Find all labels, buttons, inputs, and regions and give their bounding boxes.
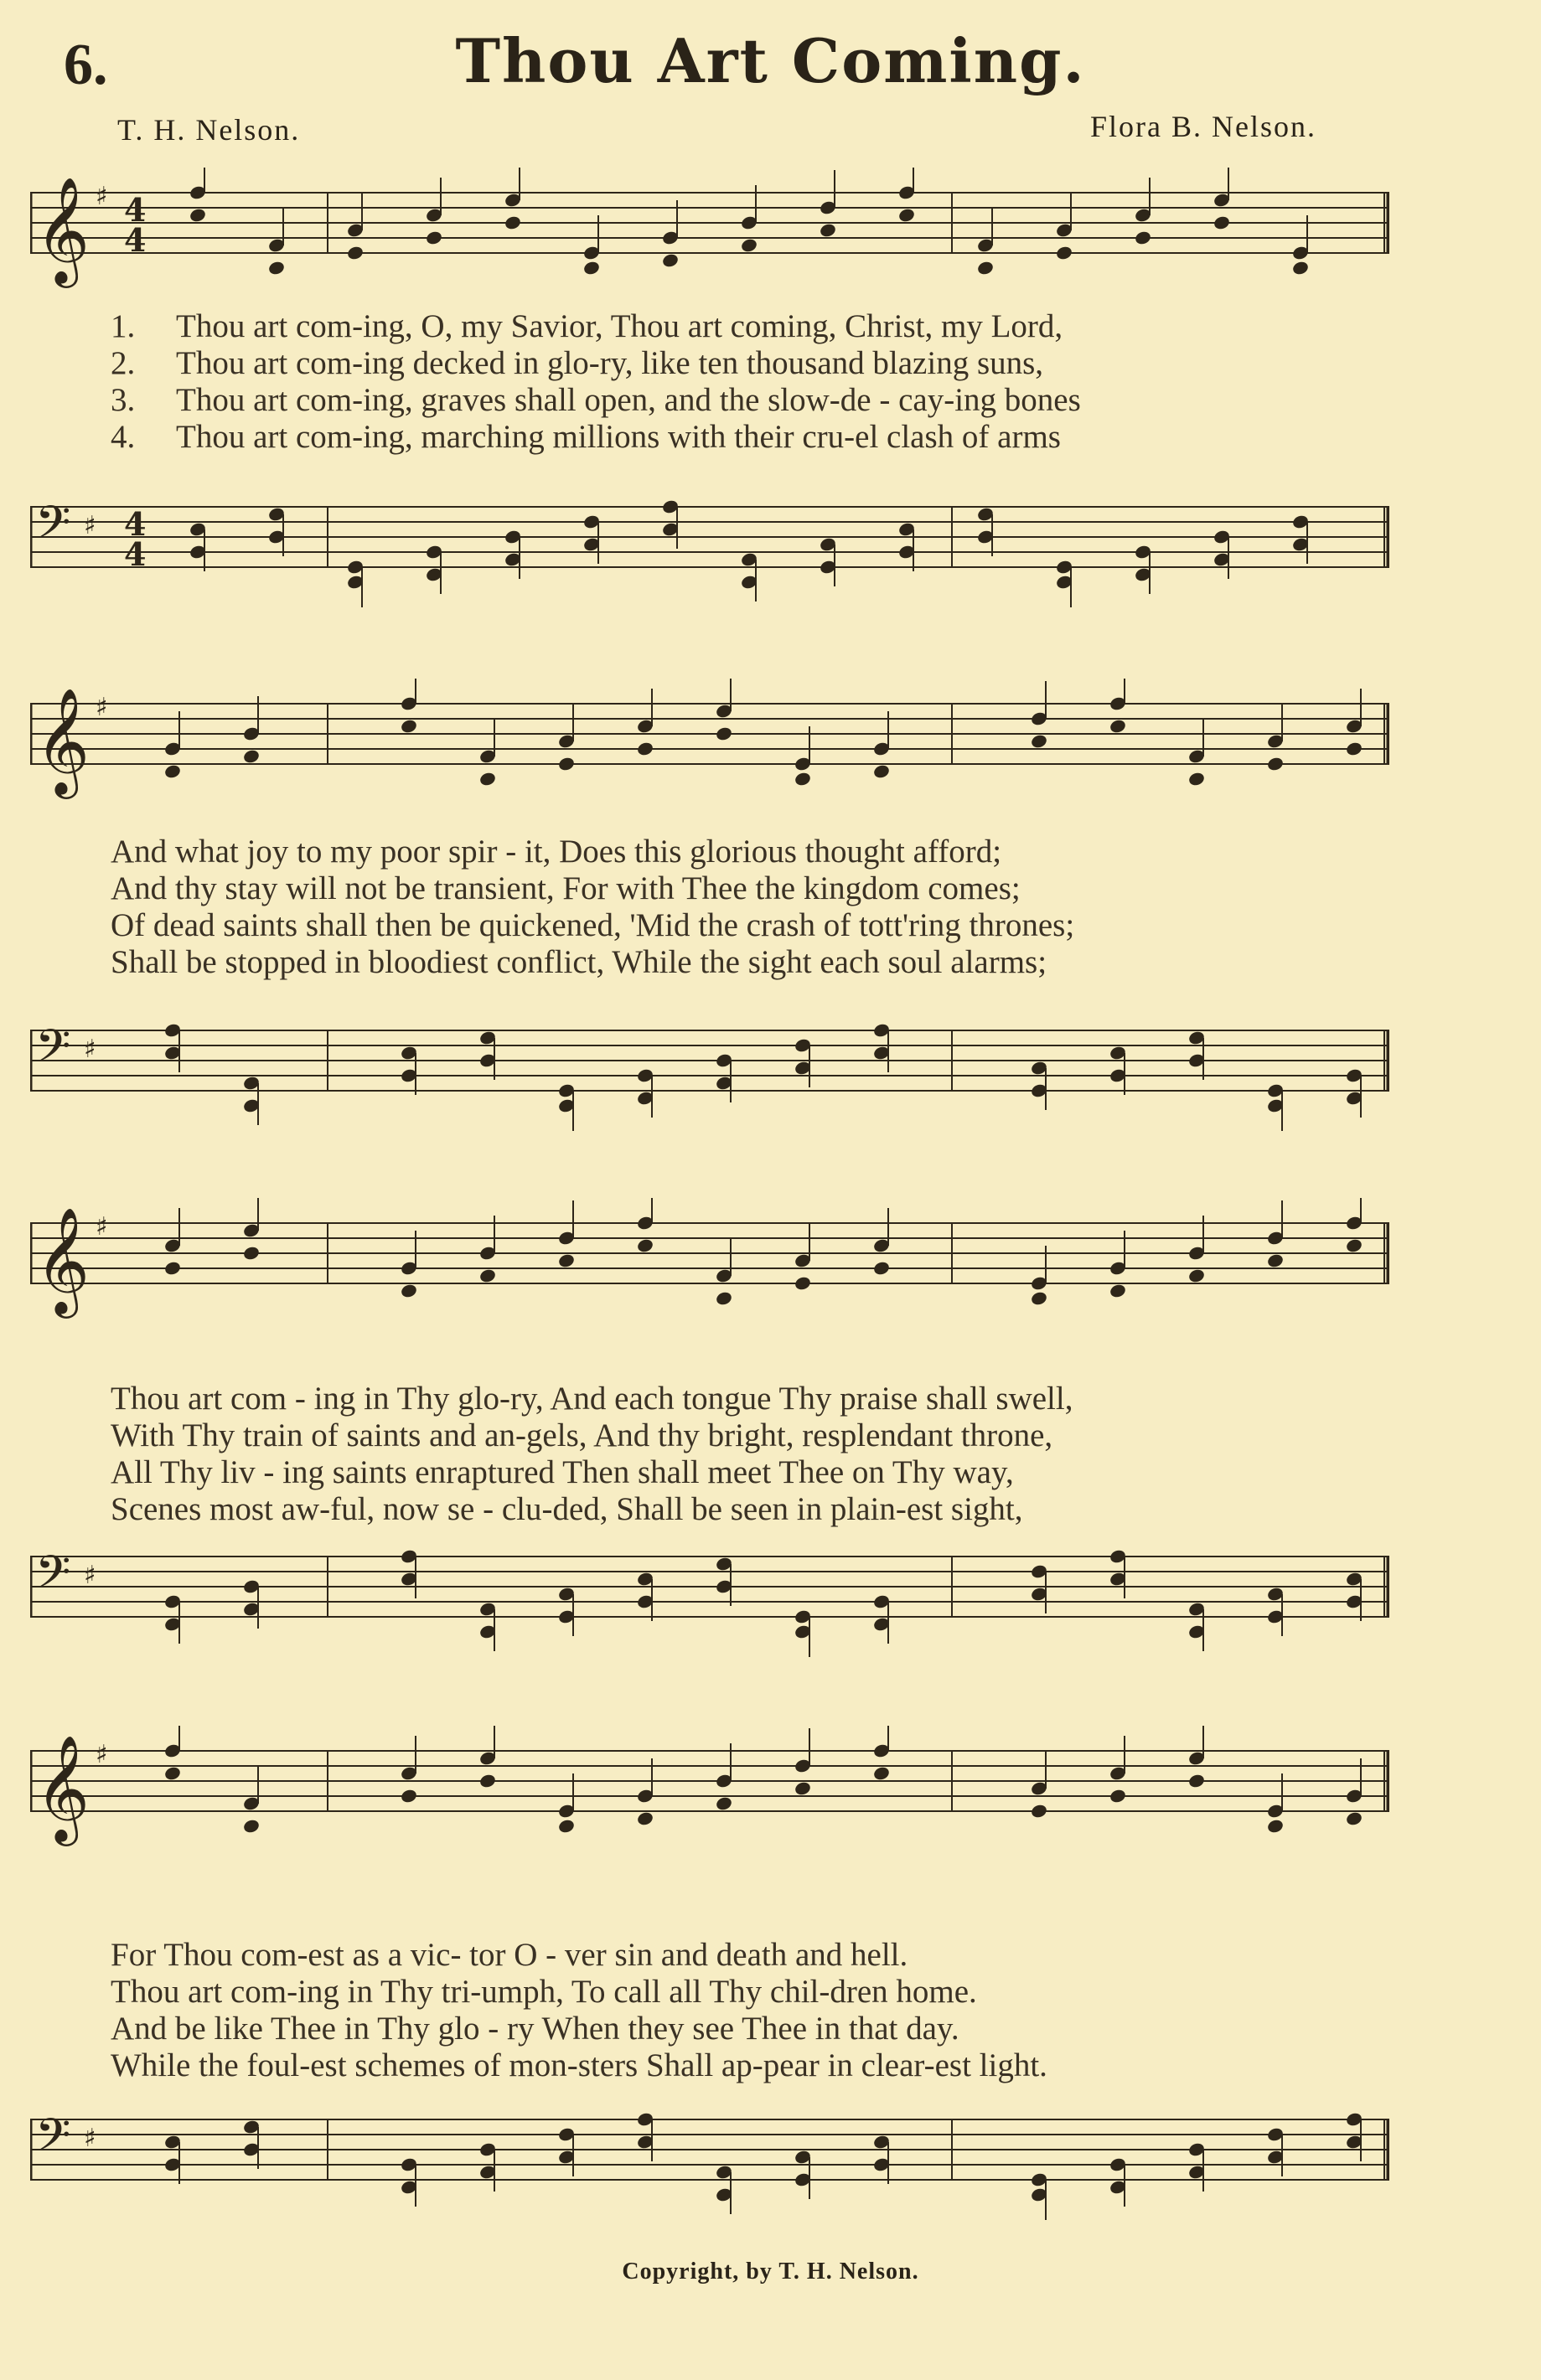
hymn-title: Thou Art Coming.	[455, 25, 1086, 96]
note-head	[636, 1237, 654, 1253]
note-head	[715, 1290, 733, 1306]
note-head	[1187, 771, 1206, 787]
lyric-line: Scenes most aw-ful, now se - clu-ded, Shall be seen in plain-est sight,	[111, 1491, 1023, 1527]
treble-clef-icon: 𝄞	[35, 687, 90, 794]
bass-staff-1	[30, 490, 1389, 607]
sharp-icon: ♯	[96, 1212, 108, 1242]
note-head	[1345, 741, 1363, 756]
time-signature-icon: 4	[124, 221, 147, 259]
lyricist-credit: T. H. Nelson.	[117, 113, 301, 147]
sharp-icon: ♯	[96, 182, 108, 211]
lyric-line: For Thou com-est as a vic- tor O - ver sin and death and hell.	[111, 1937, 908, 1973]
treble-staff-2	[30, 679, 1389, 813]
bass-staff-4	[30, 2103, 1389, 2220]
music-system-1	[30, 168, 1389, 603]
composer-credit: Flora B. Nelson.	[1090, 110, 1316, 143]
note-head	[242, 1245, 261, 1261]
note-head	[267, 260, 286, 276]
note-head	[1030, 733, 1048, 749]
music-system-4	[30, 1726, 1389, 2245]
note-head	[1109, 718, 1127, 734]
note-head	[636, 1810, 654, 1826]
bass-clef-icon: 𝄢	[35, 2109, 71, 2173]
note-head	[163, 1260, 182, 1276]
note-head	[1345, 1237, 1363, 1253]
note-head	[400, 718, 418, 734]
bass-staff-3	[30, 1540, 1389, 1657]
time-signature-icon: 4	[124, 505, 147, 543]
sharp-icon: ♯	[84, 1035, 96, 1064]
note-head	[189, 207, 207, 223]
lyric-line: And what joy to my poor spir - it, Does this glorious thought afford;	[111, 834, 1002, 870]
note-head	[636, 741, 654, 756]
lyric-line: Shall be stopped in bloodiest conflict, While the sight each soul alarms;	[111, 944, 1047, 980]
music-system-2	[30, 679, 1389, 1114]
sharp-icon: ♯	[84, 2124, 96, 2153]
note-head	[794, 1275, 812, 1291]
hymn-number: 6.	[64, 33, 108, 97]
note-head	[1266, 1252, 1285, 1268]
verse-number: 3.	[111, 382, 136, 418]
lyric-line: Of dead saints shall then be quickened, 'Mid the crash of tott'ring thrones;	[111, 907, 1075, 943]
note-head	[794, 1780, 812, 1796]
note-head	[557, 1818, 576, 1834]
note-head	[1266, 756, 1285, 772]
note-head	[1187, 1267, 1206, 1283]
lyric-line: 4. Thou art com-ing, marching millions with their cru-el clash of arms	[111, 419, 1061, 455]
lyric-line: 1. Thou art com-ing, O, my Savior, Thou art coming, Christ, my Lord,	[111, 308, 1063, 344]
verse-number: 4.	[111, 419, 136, 455]
treble-staff-3	[30, 1198, 1389, 1332]
note-head	[400, 1788, 418, 1804]
note-head	[1055, 245, 1073, 261]
note-head	[1266, 1818, 1285, 1834]
note-head	[872, 1765, 891, 1781]
verse-number: 1.	[111, 308, 136, 344]
note-head	[557, 1252, 576, 1268]
lyrics-block-1	[111, 308, 1414, 456]
copyright-notice: Copyright, by T. H. Nelson.	[622, 2259, 919, 2284]
lyric-line: 2. Thou art com-ing decked in glo-ry, like ten thousand blazing suns,	[111, 345, 1044, 381]
note-head	[794, 771, 812, 787]
note-head	[1030, 1290, 1048, 1306]
note-head	[163, 763, 182, 779]
note-head	[1109, 1283, 1127, 1298]
note-head	[1345, 1810, 1363, 1826]
note-head	[346, 245, 365, 261]
note-head	[504, 214, 522, 230]
note-head	[661, 252, 680, 268]
bass-clef-icon: 𝄢	[35, 1020, 71, 1084]
lyric-line: Thou art com-ing in Thy tri-umph, To call all Thy chil-dren home.	[111, 1974, 977, 2010]
treble-clef-icon: 𝄞	[35, 1734, 90, 1841]
lyrics-block-2	[111, 834, 1414, 981]
lyric-line: While the foul-est schemes of mon-sters Shall ap-pear in clear-est light.	[111, 2047, 1047, 2083]
note-head	[872, 763, 891, 779]
treble-staff-4	[30, 1726, 1389, 1860]
verse-number: 2.	[111, 345, 136, 381]
lyrics-block-3	[111, 1381, 1414, 1528]
lyrics-block-4	[111, 1937, 1414, 2084]
note-head	[242, 748, 261, 764]
sharp-icon: ♯	[96, 1740, 108, 1769]
bass-staff-2	[30, 1014, 1389, 1131]
lyric-line: 3. Thou art com-ing, graves shall open, and the slow-de - cay-ing bones	[111, 382, 1081, 418]
note-head	[715, 725, 733, 741]
note-head	[1187, 1773, 1206, 1789]
note-head	[478, 1773, 497, 1789]
note-head	[740, 237, 758, 253]
sharp-icon: ♯	[84, 1561, 96, 1590]
note-head	[1109, 1788, 1127, 1804]
note-head	[715, 1795, 733, 1811]
sharp-icon: ♯	[84, 511, 96, 540]
note-head	[1291, 260, 1310, 276]
treble-staff-1	[30, 168, 1389, 302]
time-signature-icon: 4	[124, 191, 147, 229]
note-head	[897, 207, 916, 223]
note-head	[478, 1267, 497, 1283]
time-signature-icon: 4	[124, 535, 147, 573]
note-head	[163, 1765, 182, 1781]
note-head	[242, 1818, 261, 1834]
treble-clef-icon: 𝄞	[35, 1206, 90, 1314]
bass-clef-icon: 𝄢	[35, 1546, 71, 1610]
note-head	[819, 222, 837, 238]
music-system-3	[30, 1198, 1389, 1667]
sharp-icon: ♯	[96, 693, 108, 722]
lyric-line: And thy stay will not be transient, For with Thee the kingdom comes;	[111, 870, 1021, 906]
lyric-line: All Thy liv - ing saints enraptured Then shall meet Thee on Thy way,	[111, 1454, 1014, 1490]
note-head	[425, 230, 443, 245]
note-head	[557, 756, 576, 772]
note-head	[1030, 1803, 1048, 1819]
note-head	[478, 771, 497, 787]
note-head	[872, 1260, 891, 1276]
lyric-line: And be like Thee in Thy glo - ry When they see Thee in that day.	[111, 2011, 959, 2047]
note-head	[582, 260, 601, 276]
note-head	[1134, 230, 1152, 245]
note-head	[976, 260, 995, 276]
note-head	[400, 1283, 418, 1298]
lyric-line: With Thy train of saints and an-gels, And thy bright, resplendant throne,	[111, 1417, 1053, 1453]
bass-clef-icon: 𝄢	[35, 496, 71, 560]
lyric-line: Thou art com - ing in Thy glo-ry, And each tongue Thy praise shall swell,	[111, 1381, 1073, 1417]
note-head	[1213, 214, 1231, 230]
treble-clef-icon: 𝄞	[35, 176, 90, 283]
